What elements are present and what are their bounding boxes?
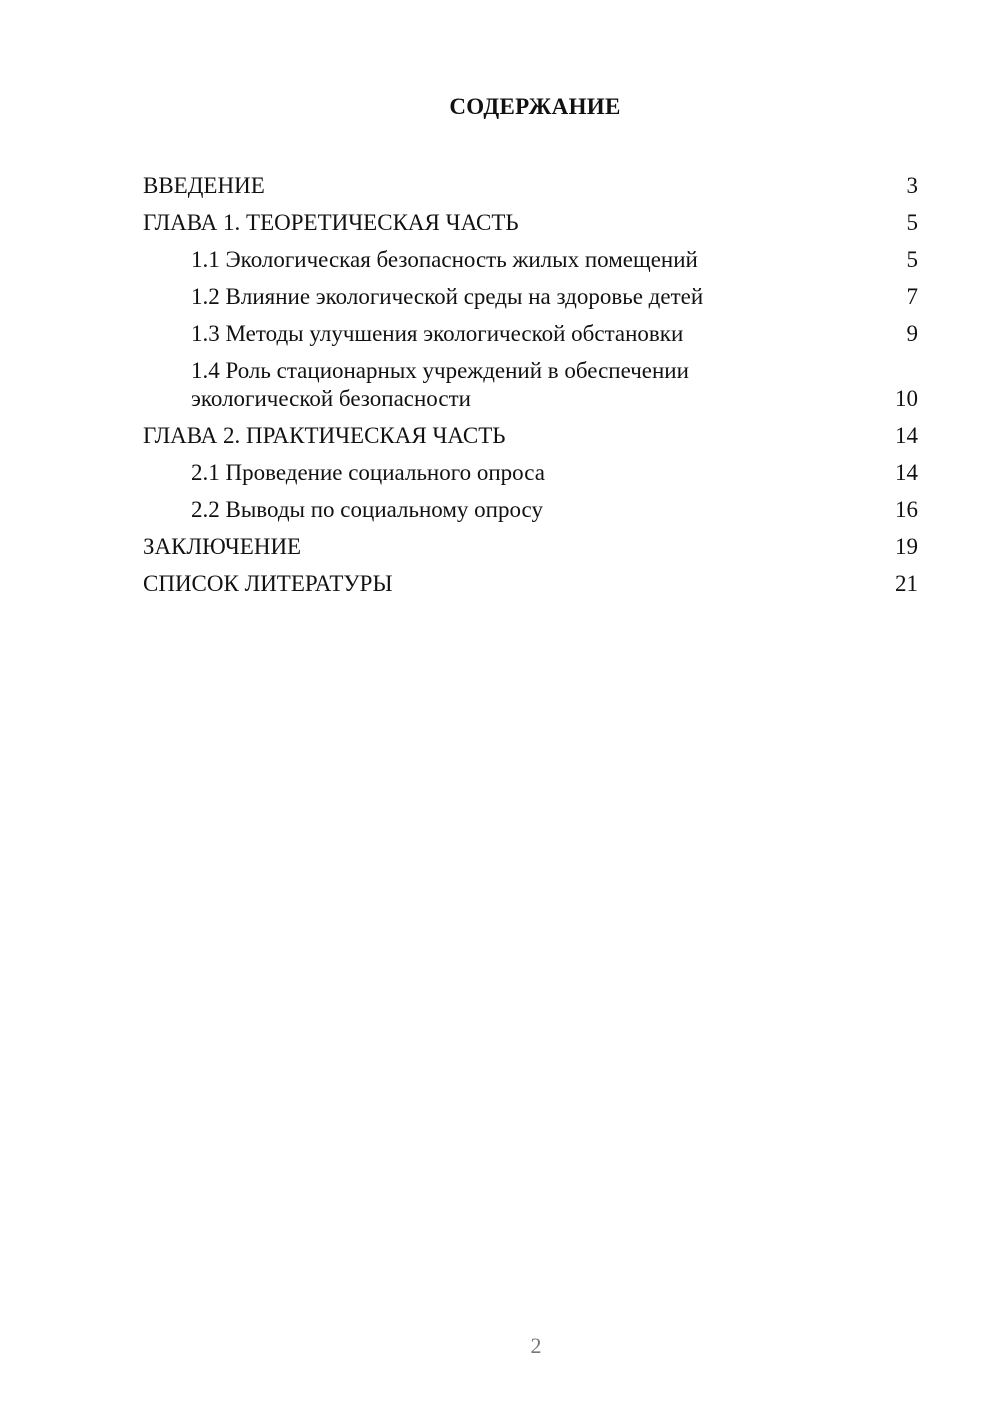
toc-entry-text: 1.2 Влияние экологической среды на здоровье детей	[191, 284, 704, 309]
toc-entry-page: 21	[895, 571, 918, 596]
toc-entry[interactable]	[143, 242, 918, 279]
toc-entry[interactable]	[143, 529, 918, 566]
toc-entry[interactable]	[143, 566, 918, 603]
table-of-contents	[143, 168, 918, 603]
toc-entry-text: 2.2 Выводы по социальному опросу	[191, 497, 543, 522]
toc-entry-page: 10	[895, 386, 918, 411]
toc-entry[interactable]	[143, 492, 918, 529]
page-title: СОДЕРЖАНИЕ	[449, 94, 621, 119]
toc-entry-page: 7	[906, 284, 918, 309]
toc-entry[interactable]	[143, 168, 918, 205]
toc-entry[interactable]	[143, 418, 918, 455]
toc-entry-text: ГЛАВА 1. ТЕОРЕТИЧЕСКАЯ ЧАСТЬ	[143, 210, 519, 235]
toc-entry[interactable]	[143, 353, 918, 418]
toc-entry-page: 19	[895, 534, 918, 559]
toc-entry-text: 1.3 Методы улучшения экологической обстановки	[191, 321, 684, 346]
toc-entry-text: 2.1 Проведение социального опроса	[191, 460, 545, 485]
toc-entry-page: 14	[895, 460, 918, 485]
toc-entry[interactable]	[143, 455, 918, 492]
toc-entry-page: 14	[895, 423, 918, 448]
toc-entry-page: 3	[906, 173, 918, 198]
toc-entry-text: ВВЕДЕНИЕ	[143, 173, 265, 198]
toc-entry-text: ЗАКЛЮЧЕНИЕ	[143, 534, 302, 559]
page-number: 2	[530, 1333, 542, 1358]
toc-entry-page: 16	[895, 497, 918, 522]
toc-entry-page: 5	[906, 210, 918, 235]
toc-entry[interactable]	[143, 316, 918, 353]
toc-entry-text: СПИСОК ЛИТЕРАТУРЫ	[143, 571, 393, 596]
toc-entry[interactable]	[143, 279, 918, 316]
toc-entry-page: 5	[906, 247, 918, 272]
toc-entry[interactable]	[143, 205, 918, 242]
toc-entry-text: 1.4 Роль стационарных учреждений в обеспечении экологической безопасности	[191, 358, 689, 411]
toc-entry-page: 9	[906, 321, 918, 346]
toc-entry-text: 1.1 Экологическая безопасность жилых помещений	[191, 247, 698, 272]
toc-entry-text: ГЛАВА 2. ПРАКТИЧЕСКАЯ ЧАСТЬ	[143, 423, 506, 448]
